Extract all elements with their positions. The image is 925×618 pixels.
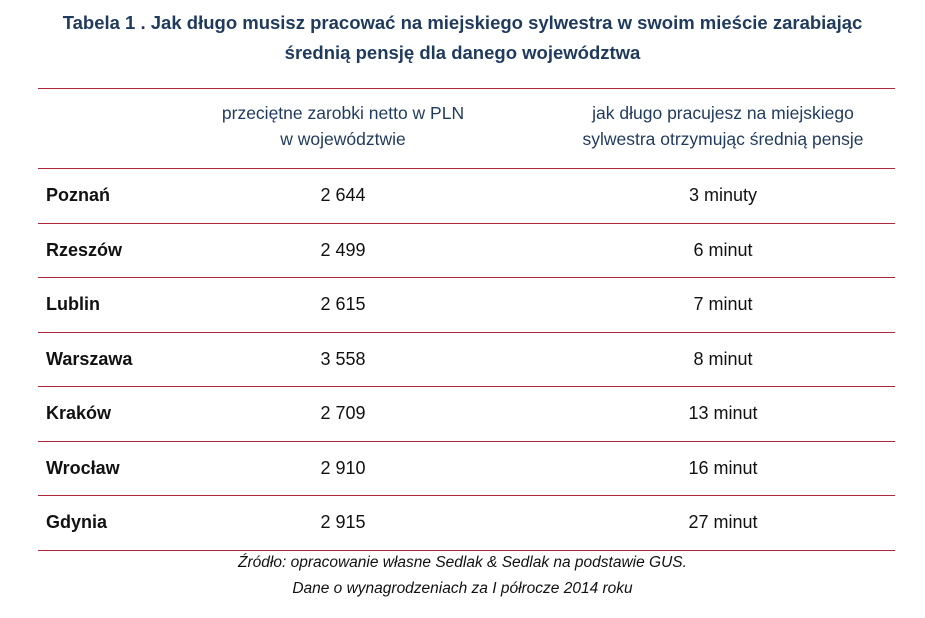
- pay-cell: 2 644: [320, 185, 366, 205]
- pay-cell: 2 910: [320, 457, 366, 478]
- time-cell: 3 minuty: [688, 185, 758, 205]
- table-row: [38, 386, 895, 440]
- header-work-time: [528, 100, 918, 152]
- header-net-pay-line-1: przeciętne zarobki netto w PLN: [221, 103, 465, 123]
- header-work-time-line-1: jak długo pracujesz na miejskiego: [592, 103, 854, 123]
- header-work-time-line-2: sylwestra otrzymując średnią pensje: [582, 129, 864, 149]
- time-cell: 13 minut: [688, 403, 758, 423]
- source-note-line-1: Źródło: opracowanie własne Sedlak & Sedlak na podstawie GUS.: [238, 554, 687, 571]
- pay-cell: 3 558: [320, 348, 366, 369]
- city-cell: Wrocław: [46, 457, 120, 478]
- table-row: [38, 441, 895, 495]
- table-row: [38, 277, 895, 331]
- pay-cell: 2 915: [320, 512, 366, 532]
- table-title: [0, 8, 925, 68]
- pay-cell: 2 499: [320, 239, 366, 260]
- time-cell: 8 minut: [693, 348, 753, 369]
- city-cell: Kraków: [46, 403, 112, 423]
- time-cell: 16 minut: [688, 457, 758, 478]
- city-cell: Poznań: [46, 185, 111, 205]
- header-net-pay: [188, 100, 498, 152]
- pay-cell: 2 615: [320, 294, 366, 314]
- table-row: [38, 168, 895, 222]
- city-cell: Gdynia: [46, 512, 108, 532]
- table-row: [38, 495, 895, 549]
- pay-cell: 2 709: [320, 403, 366, 423]
- header-net-pay-line-2: w województwie: [280, 129, 406, 149]
- city-cell: Rzeszów: [46, 239, 123, 260]
- table-row: [38, 332, 895, 386]
- table-rule-top: [38, 88, 895, 89]
- table-row: [38, 223, 895, 277]
- time-cell: 7 minut: [693, 294, 753, 314]
- source-note: [0, 550, 925, 602]
- city-cell: Lublin: [46, 294, 100, 314]
- source-note-line-2: Dane o wynagrodzeniach za I półrocze 2014 roku: [292, 580, 633, 597]
- time-cell: 27 minut: [688, 512, 758, 532]
- table-title-line-1: Tabela 1 . Jak długo musisz pracować na miejskiego sylwestra w swoim mieście zarabiając: [62, 12, 863, 33]
- city-cell: Warszawa: [46, 348, 133, 369]
- table-title-line-2: średnią pensję dla danego województwa: [284, 42, 641, 63]
- time-cell: 6 minut: [693, 239, 753, 260]
